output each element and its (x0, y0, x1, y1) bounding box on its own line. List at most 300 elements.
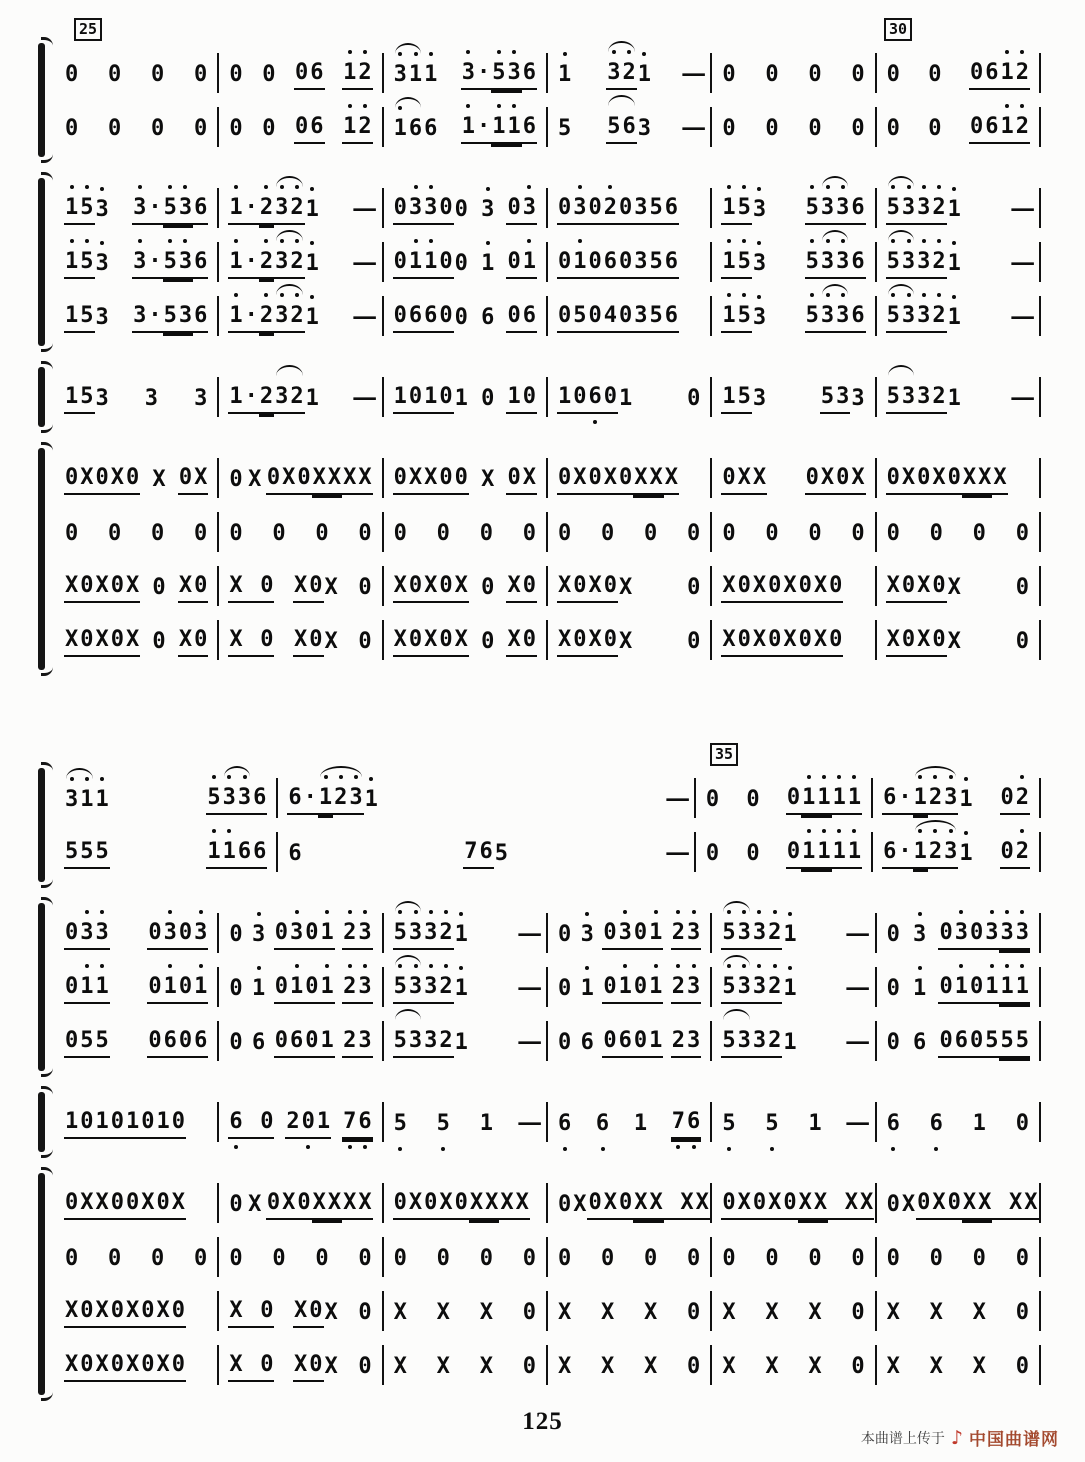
strike-note: X (886, 1354, 900, 1379)
beat-group (764, 519, 779, 549)
beat-group (228, 1350, 274, 1382)
beat-group (606, 112, 652, 144)
note-char: 1 (954, 972, 969, 1004)
note-char: 5 (721, 972, 736, 1004)
beat-group (150, 60, 165, 90)
beat-group (436, 519, 451, 549)
strike-note: X (1023, 1188, 1038, 1220)
note-char: 0 (479, 521, 493, 546)
note-char: 0 (828, 625, 843, 657)
beat-group (938, 972, 1030, 1004)
beat-group (557, 1190, 572, 1220)
measure (548, 1237, 712, 1277)
beat-group (882, 837, 974, 869)
note-char: 0 (152, 629, 166, 654)
note-char: 0 (851, 521, 865, 546)
music-score (38, 20, 1041, 1392)
note-char: 5 (79, 837, 94, 869)
note-char: 3 (901, 382, 916, 414)
beat-group (557, 1109, 572, 1139)
note-char: 0 (64, 1188, 79, 1220)
measure (548, 1021, 712, 1061)
beat-group (969, 58, 1030, 90)
beat-group (293, 571, 339, 603)
note-char: 1 (228, 382, 243, 414)
note-char: 0 (140, 1107, 155, 1139)
note-char: 3 (737, 1026, 752, 1058)
strike-note: X (931, 1188, 946, 1220)
note-char: 6 (481, 305, 495, 330)
measure (877, 296, 1041, 336)
note-char: 0 (438, 571, 453, 603)
beat-group (64, 247, 110, 279)
beat-group (353, 384, 377, 414)
beat-group (228, 1107, 274, 1139)
beat-group (228, 1244, 243, 1274)
strike-note: X (438, 1188, 453, 1220)
note-char: 2 (1015, 837, 1030, 869)
beat-group (1015, 573, 1030, 603)
beat-group (353, 195, 377, 225)
note-char: · (244, 193, 259, 225)
note-char: 0 (95, 463, 110, 495)
system-bracket (38, 178, 45, 346)
note-char: 0 (767, 625, 782, 657)
strike-note: X (721, 625, 736, 657)
measure (219, 1291, 383, 1331)
staff-line (55, 825, 1041, 879)
system-bracket (38, 768, 45, 882)
note-char: 5 (79, 247, 94, 279)
instrument-group (38, 451, 1041, 667)
note-char: 2 (342, 1026, 357, 1058)
beat-group (1015, 1244, 1030, 1274)
beat-group (807, 1244, 822, 1274)
note-char: 1 (801, 837, 816, 869)
note-char: 0 (851, 1300, 865, 1325)
note-char: 0 (929, 521, 943, 546)
beat-group (938, 1026, 1030, 1058)
beat-group (557, 974, 572, 1004)
beat-group (1015, 627, 1030, 657)
strike-note: X (947, 575, 961, 600)
note-char: 0 (767, 571, 782, 603)
note-char: 0 (947, 463, 962, 495)
note-char: 0 (886, 1192, 900, 1217)
beat-group (393, 1026, 469, 1058)
note-char: 0 (1015, 1111, 1029, 1136)
beat-group (342, 972, 373, 1004)
beat-group (266, 463, 373, 495)
note-char: 0 (705, 841, 720, 866)
note-char: 0 (1000, 783, 1015, 815)
staff-line (55, 451, 1041, 505)
strike-note: X (140, 1188, 155, 1220)
beat-group (228, 247, 320, 279)
note-char: 1 (305, 195, 320, 225)
note-char: 0 (522, 1246, 536, 1271)
strike-note: X (721, 571, 736, 603)
note-char: 0 (272, 1246, 286, 1271)
note-char: 0 (274, 918, 289, 950)
beat-group (643, 1244, 658, 1274)
tie-arc (820, 193, 851, 225)
beat-group (686, 627, 701, 657)
note-char: 0 (79, 1350, 94, 1382)
beat-group (786, 837, 862, 869)
strike-note: X (618, 629, 633, 654)
note-char: 3 (686, 918, 701, 950)
note-char: 1 (305, 249, 320, 279)
note-char: 1 (228, 247, 243, 279)
strike-note: X (193, 463, 208, 495)
note-char: 5 (886, 247, 901, 279)
beat-group (393, 1244, 408, 1274)
beat-group (64, 571, 140, 603)
strike-note: X (844, 1188, 859, 1220)
beat-group (972, 1352, 987, 1382)
strike-note: X (977, 463, 992, 495)
note-char: 3 (637, 116, 652, 141)
note-char: 0 (108, 116, 122, 141)
note-char: 5 (984, 1026, 999, 1058)
tie-arc (64, 785, 95, 815)
beat-group (463, 837, 509, 869)
beat-group (886, 920, 901, 950)
beat-group (480, 573, 495, 603)
beat-group (602, 972, 663, 1004)
note-char: 0 (931, 625, 946, 657)
measure (219, 107, 383, 147)
note-char: · (897, 837, 912, 869)
note-char: 3 (901, 301, 916, 333)
note-char: 0 (557, 301, 572, 333)
strike-note: X (393, 571, 408, 603)
note-char: 1 (999, 972, 1014, 1004)
note-char: 0 (602, 972, 617, 1004)
measure (877, 913, 1041, 953)
note-char: 0 (229, 976, 243, 1001)
beat-group (251, 920, 266, 950)
note-char: 5 (393, 918, 408, 950)
beat-group (461, 112, 537, 144)
note-char: 1 (408, 60, 423, 90)
instrument-group (38, 370, 1041, 424)
note-char: 3 (820, 301, 835, 333)
beat-group (666, 839, 689, 869)
measure (548, 458, 712, 498)
measure (219, 1021, 383, 1061)
beat-group (686, 1352, 701, 1382)
note-char: 5 (494, 841, 509, 866)
measure (877, 1237, 1041, 1277)
beat-group (518, 974, 541, 1004)
beat-group (602, 918, 663, 950)
tie-arc (393, 60, 424, 90)
note-char: 2 (259, 382, 274, 414)
beat-group (393, 463, 469, 495)
note-char: 1 (423, 247, 438, 279)
measure (55, 620, 219, 660)
measure (278, 832, 696, 872)
note-char: 3 (237, 783, 252, 815)
beat-group (886, 193, 962, 225)
note-char: 0 (886, 463, 901, 495)
note-char: 3 (348, 783, 363, 815)
beat-group (342, 918, 373, 950)
measure (55, 242, 219, 282)
note-char: 0 (315, 1246, 329, 1271)
measure (712, 242, 876, 282)
note-char: 2 (767, 918, 782, 950)
note-char: 0 (229, 1246, 243, 1271)
measure (548, 913, 712, 953)
held-dash: – (353, 305, 377, 330)
strike-note: X (64, 571, 79, 603)
beat-group (972, 519, 987, 549)
note-char: 5 (648, 247, 663, 279)
note-char: 0 (454, 251, 468, 276)
beat-group (64, 625, 140, 657)
note-char: 0 (765, 521, 779, 546)
strike-note: X (972, 1354, 986, 1379)
beat-group (602, 1026, 663, 1058)
measure (712, 1021, 876, 1061)
beat-group (266, 1188, 373, 1220)
beat-group (927, 114, 942, 144)
note-char: 1 (816, 837, 831, 869)
beat-group (261, 60, 276, 90)
note-char: 0 (633, 972, 648, 1004)
strike-note: X (499, 1188, 514, 1220)
strike-note: X (601, 1354, 615, 1379)
strike-note: X (479, 1354, 493, 1379)
strike-note: X (248, 467, 262, 492)
strike-note: X (228, 1350, 243, 1382)
note-char: 5 (436, 1109, 451, 1139)
strike-note: X (423, 625, 438, 657)
beat-group (721, 60, 736, 90)
beat-group (522, 1352, 537, 1382)
note-char: 3 (251, 920, 266, 950)
beat-group (64, 382, 110, 414)
strike-note: X (633, 1188, 648, 1220)
beat-group (850, 1298, 865, 1328)
note-char: 0 (587, 463, 602, 495)
beat-group (271, 519, 286, 549)
note-char: 0 (294, 58, 309, 90)
note-char: 3 (178, 301, 193, 333)
note-char: 1 (947, 303, 962, 333)
system-bracket (38, 1173, 45, 1395)
note-char: 5 (737, 247, 752, 279)
note-char: 5 (572, 301, 587, 333)
strike-note: X (324, 1300, 338, 1325)
beat-group (393, 1352, 408, 1382)
note-char: 1 (557, 382, 572, 414)
strike-note: X (633, 463, 648, 495)
note-char: 1 (319, 918, 334, 950)
note-char: 2 (333, 783, 348, 815)
beat-group (886, 571, 962, 603)
note-char: 6 (163, 1026, 178, 1058)
strike-note: X (722, 1354, 736, 1379)
note-char: 0 (229, 521, 243, 546)
measure (219, 512, 383, 552)
measure (877, 1345, 1041, 1385)
beat-group (151, 627, 166, 657)
note-char: 0 (938, 1026, 953, 1058)
measure (873, 832, 1041, 872)
strike-note: X (171, 1188, 186, 1220)
strike-note: X (782, 571, 797, 603)
note-char: 2 (259, 301, 274, 333)
note-char: 3 (357, 1026, 372, 1058)
beat-group (595, 1109, 610, 1139)
note-char: 0 (156, 1188, 171, 1220)
beat-group (846, 1028, 870, 1058)
strike-note: X (156, 1350, 171, 1382)
beat-group (557, 382, 633, 414)
note-char: 2 (289, 193, 304, 225)
note-char: 0 (938, 918, 953, 950)
note-char: 0 (618, 193, 633, 225)
note-char: 0 (393, 463, 408, 495)
held-dash: – (518, 1111, 541, 1136)
strike-note: X (679, 1188, 694, 1220)
note-char: 6 (479, 837, 494, 869)
note-char: 3 (274, 247, 289, 279)
measure (712, 53, 876, 93)
note-char: 3 (835, 301, 850, 333)
note-char: 0 (229, 1030, 243, 1055)
note-char: 0 (601, 1246, 615, 1271)
note-char: 0 (506, 301, 521, 333)
beat-group (929, 1244, 944, 1274)
note-char: 5 (805, 301, 820, 333)
note-char: 0 (972, 1246, 986, 1271)
beat-group (805, 247, 866, 279)
measure (384, 1345, 548, 1385)
note-char: 0 (64, 918, 79, 950)
strike-note: X (178, 571, 193, 603)
held-dash: – (1011, 386, 1034, 411)
beat-group (1011, 303, 1034, 333)
beat-group (193, 519, 208, 549)
beat-group (886, 1244, 901, 1274)
note-char: 0 (618, 301, 633, 333)
note-char: 3 (423, 972, 438, 1004)
strike-note: X (357, 463, 372, 495)
note-char: 3 (916, 382, 931, 414)
note-char: 0 (64, 463, 79, 495)
note-char: 0 (687, 575, 701, 600)
beat-group (518, 1109, 541, 1139)
beat-group (436, 1352, 451, 1382)
strike-note: X (752, 463, 767, 495)
note-char: 0 (438, 247, 453, 279)
note-char: 5 (737, 193, 752, 225)
beat-group (506, 571, 537, 603)
note-char: 0 (151, 521, 165, 546)
measure (712, 1102, 876, 1142)
note-char: 0 (151, 1246, 165, 1271)
beat-group (64, 837, 110, 869)
note-char: 0 (274, 972, 289, 1004)
tie-arc (886, 382, 917, 414)
site-logo-icon: ♪ (950, 1426, 963, 1449)
note-char: 3 (686, 1026, 701, 1058)
note-char: 0 (722, 1246, 736, 1271)
note-char: 0 (602, 1026, 617, 1058)
note-char: 0 (1015, 1354, 1029, 1379)
note-char: 0 (851, 1246, 865, 1271)
note-char: 3 (95, 386, 109, 411)
measure (384, 1102, 548, 1142)
beat-group (721, 972, 797, 1004)
note-char: 5 (737, 301, 752, 333)
note-char: 1 (580, 974, 595, 1004)
note-char: 0 (929, 1246, 943, 1271)
note-char: 3 (606, 58, 621, 90)
beat-group (393, 571, 469, 603)
note-char: 0 (65, 62, 79, 87)
strike-note: X (931, 463, 946, 495)
note-char: 1 (125, 1107, 140, 1139)
note-char: 0 (296, 463, 311, 495)
beat-group (178, 571, 209, 603)
note-char: 0 (108, 1246, 122, 1271)
note-char: · (147, 193, 162, 225)
note-char: 1 (947, 249, 962, 279)
note-char: 2 (931, 382, 946, 414)
note-char: 0 (194, 116, 208, 141)
beat-group (64, 1244, 79, 1274)
strike-note: X (886, 625, 901, 657)
measure (219, 566, 383, 606)
measure (712, 377, 876, 417)
strike-note: X (808, 1300, 822, 1325)
note-char: 3 (752, 249, 767, 279)
beat-group (357, 573, 372, 603)
beat-group (807, 1352, 822, 1382)
note-char: 1 (506, 382, 521, 414)
note-char: 6 (288, 841, 302, 866)
note-char: 3 (901, 247, 916, 279)
measure (877, 566, 1041, 606)
note-char: 3 (178, 193, 193, 225)
note-char: 7 (671, 1107, 686, 1139)
beat-group (705, 839, 720, 869)
note-char: 5 (393, 1026, 408, 1058)
measure (712, 566, 876, 606)
beat-group (886, 625, 962, 657)
note-char: · (244, 382, 259, 414)
note-char: 0 (438, 625, 453, 657)
beat-group (132, 193, 208, 225)
note-char: 1 (228, 301, 243, 333)
note-char: 0 (1015, 1300, 1029, 1325)
beat-group (764, 114, 779, 144)
strike-note: X (324, 575, 338, 600)
beat-group (393, 918, 469, 950)
note-char: 0 (587, 301, 602, 333)
note-char: 6 (595, 1109, 610, 1139)
note-char: 3 (95, 305, 109, 330)
beat-group (927, 60, 942, 90)
note-char: 3 (752, 195, 767, 225)
measure (548, 512, 712, 552)
